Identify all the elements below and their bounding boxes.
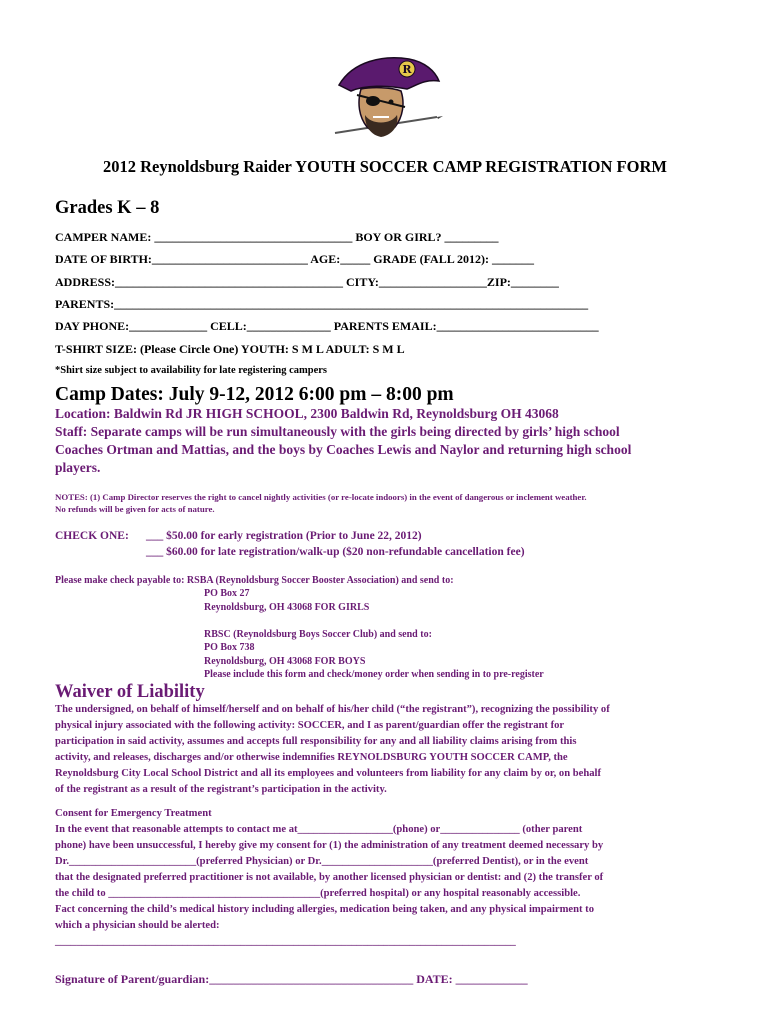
raider-logo [325, 55, 445, 145]
dob-field[interactable]: DATE OF BIRTH:__________________________ AGE:_____ GRADE (FALL 2012): _______ [55, 252, 535, 266]
waiver-line: participation in said activity, assumes and accepts full responsibility for any and all liability claims arising from this [55, 736, 577, 747]
grades-heading: Grades K – 8 [55, 198, 160, 218]
early-registration-option[interactable]: ___ $50.00 for early registration (Prior to June 22, 2012) [146, 530, 422, 542]
girls-address: Reynoldsburg, OH 43068 FOR GIRLS [204, 602, 370, 613]
boys-org: RBSC (Reynoldsburg Boys Soccer Club) and send to: [204, 629, 432, 640]
parents-field[interactable]: PARENTS:_______________________________________________________________________________ [55, 297, 589, 311]
waiver-line: activity, and releases, discharges and/or otherwise indemnifies REYNOLDSBURG YOUTH SOCCER CAMP, the [55, 752, 568, 763]
check-one-label: CHECK ONE: [55, 530, 129, 542]
consent-heading: Consent for Emergency Treatment [55, 808, 212, 819]
waiver-line: physical injury associated with the following activity: SOCCER, and I as parent/guardian offer the registrant for [55, 720, 565, 731]
logo-letter: R [402, 63, 412, 76]
boys-po-box: PO Box 738 [204, 642, 255, 653]
consent-line: phone) have been unsuccessful, I hereby give my consent for (1) the administration of any treatment deemed necessary by [55, 840, 604, 851]
consent-line[interactable]: In the event that reasonable attempts to contact me at__________________(phone) or_______________ (other parent [55, 824, 583, 835]
consent-line: that the designated preferred practitioner is not available, by another licensed physician or dentist: and (2) the transfer of [55, 872, 604, 883]
waiver-line: Reynoldsburg City Local School District and all its employees and volunteers from liability for any claim by or, on behalf [55, 768, 601, 779]
notes-line-2: No refunds will be given for acts of nature. [55, 504, 215, 514]
payment-intro: Please make check payable to: RSBA (Reynoldsburg Soccer Booster Association) and send to: [55, 575, 454, 586]
consent-text [55, 822, 603, 950]
camp-staff-1: Staff: Separate camps will be run simultaneously with the girls being directed by girls’ high school [55, 424, 620, 439]
waiver-line: of the registrant as a result of the registrant’s participation in the activity. [55, 784, 387, 795]
camp-staff-2: Coaches Ortman and Mattias, and the boys by Coaches Lewis and Naylor and returning high school [55, 442, 632, 457]
consent-line[interactable]: the child to ________________________________________(preferred hospital) or any hospital reasonably accessible. [55, 888, 581, 899]
phone-field[interactable]: DAY PHONE:_____________ CELL:______________ PARENTS EMAIL:___________________________ [55, 319, 599, 333]
consent-line: which a physician should be alerted: [55, 920, 220, 931]
camp-staff-3: players. [55, 460, 101, 475]
include-form-note: Please include this form and check/money order when sending in to pre-register [204, 669, 544, 680]
medical-history-field[interactable]: _______________________________________________________________________________________ [55, 936, 516, 947]
address-field[interactable]: ADDRESS:______________________________________ CITY:__________________ZIP:________ [55, 275, 559, 289]
camp-location: Location: Baldwin Rd JR HIGH SCHOOL, 2300 Baldwin Rd, Reynoldsburg OH 43068 [55, 406, 559, 421]
camper-name-field[interactable]: CAMPER NAME: _________________________________ BOY OR GIRL? _________ [55, 230, 499, 244]
waiver-heading: Waiver of Liability [55, 682, 205, 702]
shirt-note: *Shirt size subject to availability for late registering campers [55, 365, 327, 376]
notes-line-1: NOTES: (1) Camp Director reserves the right to cancel nightly activities (or re-locate indoors) in the event of dangerous or inclement weather. [55, 492, 587, 502]
camp-dates: Camp Dates: July 9-12, 2012 6:00 pm – 8:00 pm [55, 384, 454, 405]
consent-line: Fact concerning the child’s medical history including allergies, medication being taken, and any physical impairment to [55, 904, 595, 915]
late-registration-option[interactable]: ___ $60.00 for late registration/walk-up ($20 non-refundable cancellation fee) [146, 546, 525, 558]
tshirt-size-field[interactable]: T-SHIRT SIZE: (Please Circle One) YOUTH: S M L ADULT: S M L [55, 342, 405, 356]
waiver-text [55, 702, 610, 798]
waiver-line: The undersigned, on behalf of himself/herself and on behalf of his/her child (“the registrant”), recognizing the possibility of [55, 704, 610, 715]
boys-address: Reynoldsburg, OH 43068 FOR BOYS [204, 656, 366, 667]
form-title: 2012 Reynoldsburg Raider YOUTH SOCCER CAMP REGISTRATION FORM [103, 157, 667, 176]
signature-field[interactable]: Signature of Parent/guardian:__________________________________ DATE: ____________ [55, 972, 528, 986]
consent-line[interactable]: Dr.________________________(preferred Physician) or Dr._____________________(preferred Dentist), or in the event [55, 856, 589, 867]
girls-po-box: PO Box 27 [204, 588, 250, 599]
